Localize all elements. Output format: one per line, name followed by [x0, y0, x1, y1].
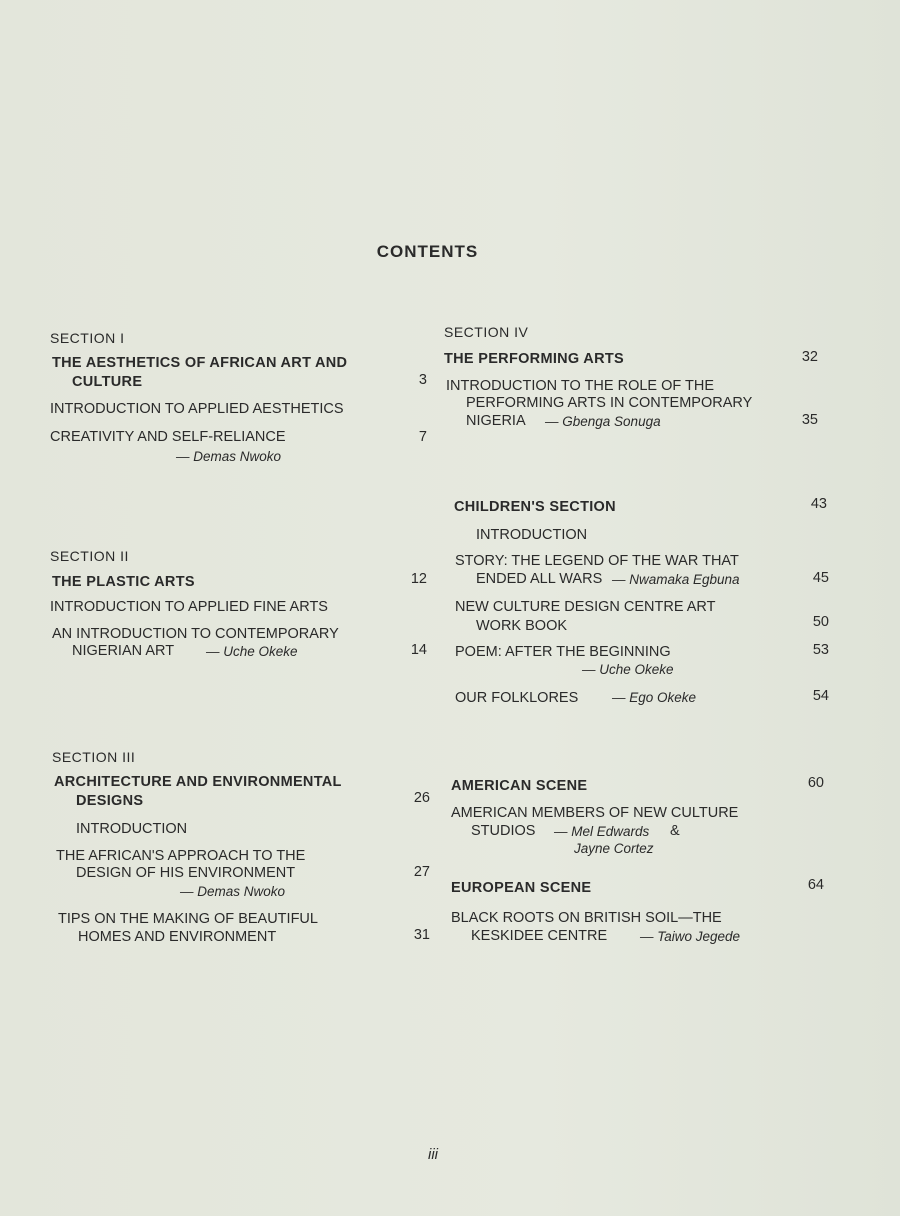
european-scene-heading: EUROPEAN SCENE — [451, 880, 592, 896]
childrens-section-entry-3-line-2: WORK BOOK — [476, 618, 568, 634]
section-3-entry-2-page: 27 — [413, 864, 430, 880]
section-1-heading-page: 3 — [418, 372, 427, 388]
childrens-section-entry-2-line-2: ENDED ALL WARS — [476, 571, 603, 587]
childrens-section-heading: CHILDREN'S SECTION — [454, 499, 616, 515]
section-3-entry-1: INTRODUCTION — [76, 821, 188, 837]
european-scene-entry-1-line-1: BLACK ROOTS ON BRITISH SOIL—THE — [451, 910, 722, 926]
section-3-entry-3-page: 31 — [413, 927, 430, 943]
section-1-label: SECTION I — [50, 330, 125, 346]
childrens-section-heading-page: 43 — [810, 496, 827, 512]
section-1-entry-1: INTRODUCTION TO APPLIED AESTHETICS — [50, 401, 344, 417]
section-2-heading-page: 12 — [410, 571, 427, 587]
section-4-entry-1-page: 35 — [801, 412, 818, 428]
european-scene-entry-1-author: — Taiwo Jegede — [640, 929, 741, 944]
section-2-heading: THE PLASTIC ARTS — [52, 574, 195, 590]
section-2-entry-2-page: 14 — [410, 642, 427, 658]
section-4-entry-1-author: — Gbenga Sonuga — [545, 414, 661, 429]
american-scene-entry-1-line-2: STUDIOS — [471, 823, 536, 839]
american-scene-heading-page: 60 — [807, 775, 824, 791]
section-4-entry-1-line-1: INTRODUCTION TO THE ROLE OF THE — [446, 378, 715, 394]
section-3-entry-2-line-1: THE AFRICAN'S APPROACH TO THE — [56, 848, 306, 864]
american-scene-entry-1-ampersand: & — [670, 823, 680, 839]
page-number: iii — [428, 1146, 438, 1163]
section-2-entry-2-line-2: NIGERIAN ART — [72, 643, 175, 659]
childrens-section-entry-2-author: — Nwamaka Egbuna — [612, 572, 740, 587]
childrens-section-entry-5-page: 54 — [812, 688, 829, 704]
american-scene-entry-1-author-2: Jayne Cortez — [574, 841, 654, 856]
section-1-entry-2: CREATIVITY AND SELF-RELIANCE — [50, 429, 286, 445]
section-4-label: SECTION IV — [444, 324, 529, 340]
section-3-heading-line-2: DESIGNS — [76, 793, 144, 809]
section-4-heading-page: 32 — [801, 349, 818, 365]
section-3-heading-line-1: ARCHITECTURE AND ENVIRONMENTAL — [54, 774, 342, 790]
american-scene-entry-1-line-1: AMERICAN MEMBERS OF NEW CULTURE — [451, 805, 739, 821]
childrens-section-entry-4-page: 53 — [812, 642, 829, 658]
section-4-heading: THE PERFORMING ARTS — [444, 351, 624, 367]
european-scene-entry-1-line-2: KESKIDEE CENTRE — [471, 928, 608, 944]
childrens-section-entry-2-line-1: STORY: THE LEGEND OF THE WAR THAT — [455, 553, 739, 569]
section-2-entry-2-author: — Uche Okeke — [206, 644, 298, 659]
childrens-section-entry-5: OUR FOLKLORES — [455, 690, 579, 706]
section-2-entry-1: INTRODUCTION TO APPLIED FINE ARTS — [50, 599, 328, 615]
american-scene-entry-1-author-1: — Mel Edwards — [554, 824, 650, 839]
childrens-section-entry-2-page: 45 — [812, 570, 829, 586]
childrens-section-entry-1: INTRODUCTION — [476, 527, 588, 543]
section-1-entry-2-page: 7 — [418, 429, 427, 445]
section-1-heading-line-2: CULTURE — [72, 374, 143, 390]
childrens-section-entry-4: POEM: AFTER THE BEGINNING — [455, 644, 671, 660]
section-3-entry-2-author: — Demas Nwoko — [180, 884, 286, 899]
childrens-section-entry-3-line-1: NEW CULTURE DESIGN CENTRE ART — [455, 599, 716, 615]
childrens-section-entry-3-page: 50 — [812, 614, 829, 630]
section-1-heading-line-1: THE AESTHETICS OF AFRICAN ART AND — [52, 355, 348, 371]
section-1-entry-2-author: — Demas Nwoko — [176, 449, 282, 464]
section-4-entry-1-line-2: PERFORMING ARTS IN CONTEMPORARY — [466, 395, 753, 411]
childrens-section-entry-4-author: — Uche Okeke — [582, 662, 674, 677]
page-title: CONTENTS — [376, 242, 479, 261]
european-scene-heading-page: 64 — [807, 877, 824, 893]
section-3-entry-3-line-1: TIPS ON THE MAKING OF BEAUTIFUL — [58, 911, 318, 927]
section-2-entry-2-line-1: AN INTRODUCTION TO CONTEMPORARY — [52, 626, 339, 642]
section-3-entry-3-line-2: HOMES AND ENVIRONMENT — [78, 929, 277, 945]
section-4-entry-1-line-3: NIGERIA — [466, 413, 526, 429]
section-2-label: SECTION II — [50, 548, 129, 564]
section-3-label: SECTION III — [52, 749, 136, 765]
american-scene-heading: AMERICAN SCENE — [451, 778, 588, 794]
section-3-heading-page: 26 — [413, 790, 430, 806]
section-3-entry-2-line-2: DESIGN OF HIS ENVIRONMENT — [76, 865, 296, 881]
childrens-section-entry-5-author: — Ego Okeke — [612, 690, 697, 705]
